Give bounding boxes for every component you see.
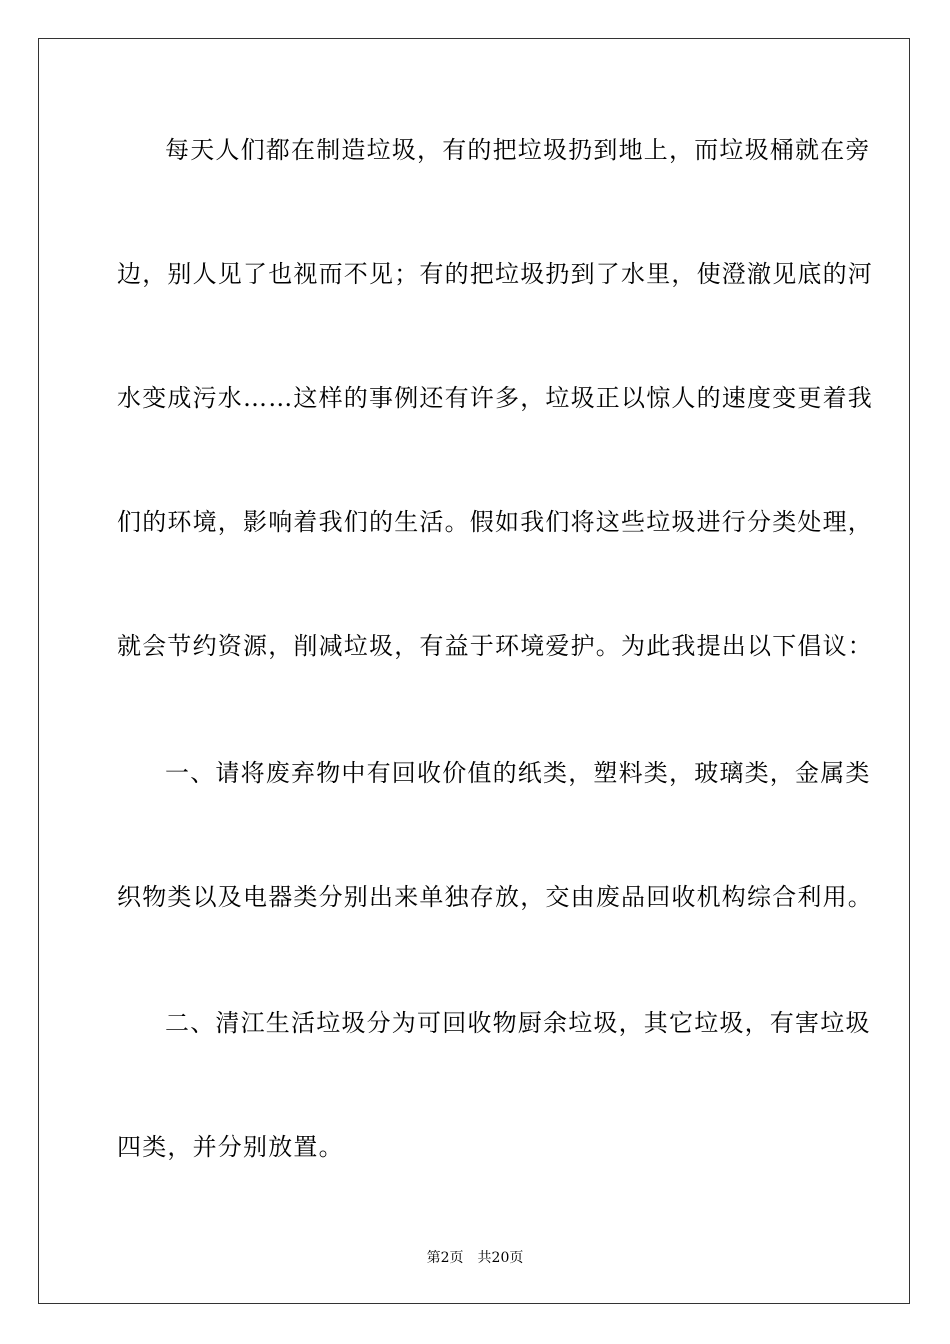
paragraph-1-line-1: 每天人们都在制造垃圾，有的把垃圾扔到地上，而垃圾桶就在旁 xyxy=(165,136,871,164)
paragraph-1-line-4: 们的环境，影响着我们的生活。假如我们将这些垃圾进行分类处理， xyxy=(117,508,873,536)
page-footer xyxy=(0,1249,950,1267)
page-number: 第2页 xyxy=(426,1250,464,1266)
paragraph-1-line-2: 边，别人见了也视而不见；有的把垃圾扔到了水里，使澄澈见底的河 xyxy=(117,260,873,288)
page-border xyxy=(38,38,910,1304)
paragraph-3-line-1: 二、清江生活垃圾分为可回收物厨余垃圾，其它垃圾，有害垃圾 xyxy=(165,1009,871,1037)
paragraph-2-line-2: 织物类以及电器类分别出来单独存放，交由废品回收机构综合利用。 xyxy=(117,883,873,911)
paragraph-1-line-3: 水变成污水……这样的事例还有许多，垃圾正以惊人的速度变更着我 xyxy=(117,384,873,412)
paragraph-3-line-2: 四类，并分别放置。 xyxy=(117,1133,344,1161)
page-total: 共20页 xyxy=(477,1250,524,1266)
paragraph-1-line-5: 就会节约资源，削减垃圾，有益于环境爱护。为此我提出以下倡议： xyxy=(117,632,873,660)
paragraph-2-line-1: 一、请将废弃物中有回收价值的纸类，塑料类，玻璃类，金属类 xyxy=(165,759,871,787)
